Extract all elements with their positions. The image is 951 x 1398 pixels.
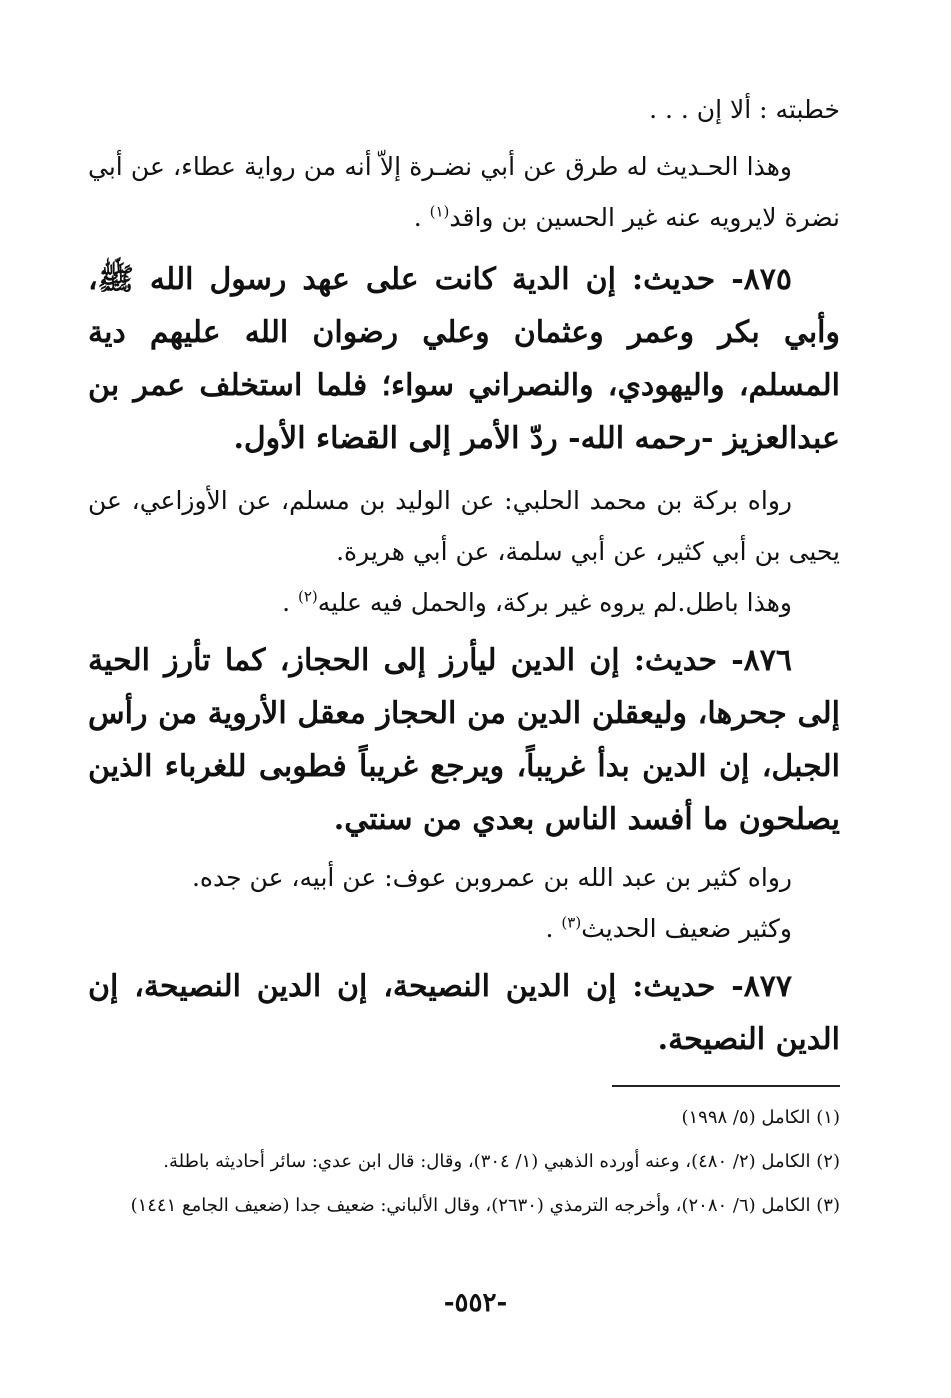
footnote-ref-2: (٢): [298, 587, 318, 606]
hadith-876: ٨٧٦- حديث: إن الدين ليأرز إلى الحجاز، كما تأرز الحية إلى جحرها، وليعقلن الدين من الحجاز معقل الأروية من رأس الجبل، إن الدين بدأ غريباً، ويرجع غريباً فطوبى للغرباء الذين يصلحون ما أفسد الناس بعدي من سنتي.: [88, 643, 840, 837]
commentary-end-5: .: [545, 914, 562, 943]
commentary-text-1: وهذا الحـديث له طرق عن أبي نضـرة إلاّ أنه من رواية عطاء، عن أبي نضرة لايرويه عنه غير الحسين بن واقد: [88, 152, 840, 232]
page-number: -٥٥٢-: [443, 1288, 508, 1318]
hadith-875: ٨٧٥- حديث: إن الدية كانت على عهد رسول الله ﷺ، وأبي بكر وعمر وعثمان وعلي رضوان الله عليهم دية المسلم، واليهودي، والنصراني سواء؛ فلما استخلف عمر بن عبدالعزيز -رحمه الله- ردّ الأمر إلى القضاء الأول.: [88, 262, 840, 456]
commentary-end-1: .: [413, 203, 430, 232]
footnote-ref-1: (١): [429, 202, 450, 221]
commentary-paragraph-4: رواه كثير بن عبد الله بن عمروبن عوف: عن أبيه، عن جده.: [191, 863, 792, 892]
footnote-2: (٢) الكامل (٢/ ٤٨٠)، وعنه أورده الذهبي (١/ ٣٠٤)، وقال: قال ابن عدي: سائر أحاديثه باطلة.: [163, 1151, 840, 1172]
commentary-paragraph-3: [88, 577, 840, 628]
continuation-text: خطبته : ألا إن . . .: [649, 95, 840, 124]
commentary-paragraph-2: رواه بركة بن محمد الحلبي: عن الوليد بن مسلم، عن الأوزاعي، عن يحيى بن أبي كثير، عن أبي سلمة، عن أبي هريرة.: [88, 486, 840, 566]
hadith-877: ٨٧٧- حديث: إن الدين النصيحة، إن الدين النصيحة، إن الدين النصيحة.: [88, 969, 840, 1057]
footnote-ref-3: (٣): [561, 913, 582, 932]
footnote-3: (٣) الكامل (٦/ ٢٠٨٠)، وأخرجه الترمذي (٢٦٣٠)، وقال الألباني: ضعيف جدا (ضعيف الجامع ١٤٤١): [130, 1195, 840, 1216]
commentary-paragraph-1: [88, 141, 840, 243]
text-line-continuation: [88, 84, 840, 135]
commentary-text-5: وكثير ضعيف الحديث: [581, 914, 792, 943]
footnotes-section: [88, 1096, 840, 1228]
footnote-1: (١) الكامل (٥/ ١٩٩٨): [681, 1107, 840, 1128]
commentary-end-3: .: [282, 588, 298, 617]
page-body: [88, 84, 840, 1066]
commentary-text-3: وهذا باطل.لم يروه غير بركة، والحمل فيه عليه: [317, 588, 792, 617]
commentary-paragraph-5: [88, 903, 840, 954]
footnote-divider: [612, 1085, 840, 1087]
